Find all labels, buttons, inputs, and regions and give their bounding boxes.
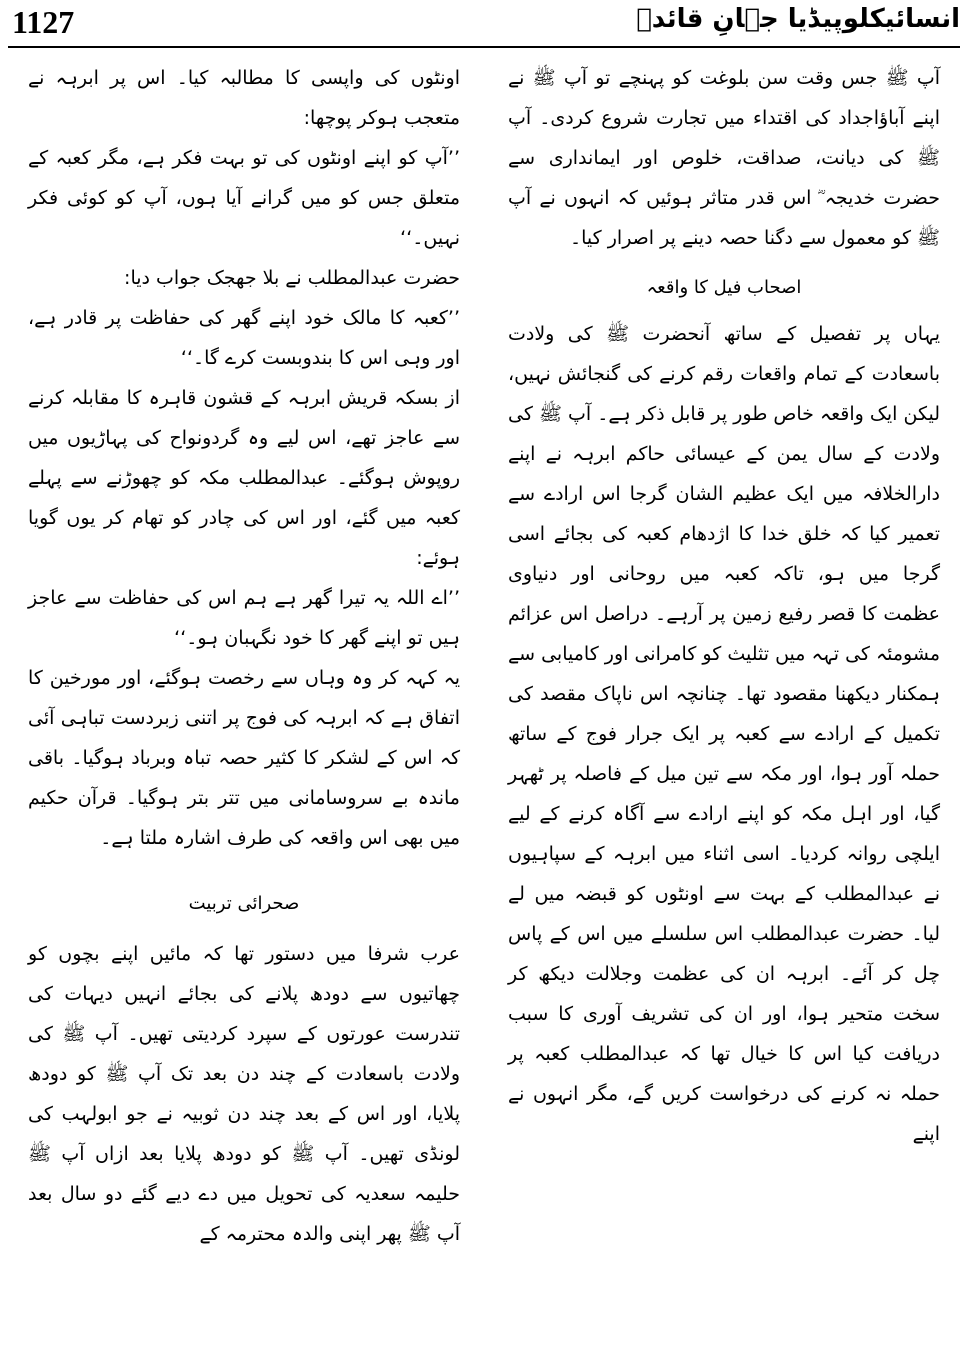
left-column (28, 58, 460, 1254)
header-rule (8, 46, 960, 48)
quote: ’’آپ کو اپنے اونٹوں کی تو بہت فکر ہے، مگر کعبہ کے متعلق جس کو میں گرانے آیا ہوں، آپ کو کوئی فکر نہیں۔‘‘ (28, 147, 460, 249)
paragraph: از بسکہ قریش ابرہہ کے قشون قاہرہ کا مقابلہ کرنے سے عاجز تھے، اس لیے وہ گردونواح کی پہاڑیوں میں روپوش ہوگئے۔ عبدالمطلب مکہ کو چھوڑنے سے پہلے کعبہ میں گئے، اور اس کی چادر کو تھام کر یوں گویا ہوئے: (28, 387, 460, 569)
book-title: انسائیکلوپیڈیا جہانِ قائدؒ (636, 4, 960, 34)
right-column (508, 58, 940, 1154)
page-number: 1127 (12, 4, 75, 40)
quote: ’’کعبہ کا مالک خود اپنے گھر کی حفاظت پر قادر ہے، اور وہی اس کا بندوبست کرے گا۔‘‘ (28, 307, 460, 369)
paragraph: اونٹوں کی واپسی کا مطالبہ کیا۔ اس پر ابرہہ نے متعجب ہوکر پوچھا: (28, 67, 460, 129)
paragraph: یہ کہہ کر وہ وہاں سے رخصت ہوگئے، اور مورخین کا اتفاق ہے کہ ابرہہ کی فوج پر اتنی زبردست تباہی آئی کہ اس کے لشکر کا کثیر حصہ تباہ وبرباد ہوگیا۔ باقی ماندہ بے سروسامانی میں تتر بتر ہوگیا۔ قرآن حکیم میں بھی اس واقعہ کی طرف اشارہ ملتا ہے۔ (28, 667, 460, 849)
section-heading: صحرائی تربیت (188, 893, 300, 914)
section-heading: اصحاب فیل کا واقعہ (646, 277, 802, 298)
quote: ’’اے اللہ یہ تیرا گھر ہے ہم اس کی حفاظت سے عاجز ہیں تو اپنے گھر کا خود نگہبان ہو۔‘‘ (28, 587, 460, 649)
page-header (8, 0, 960, 46)
paragraph: آپ ﷺ جس وقت سن بلوغت کو پہنچے تو آپ ﷺ نے اپنے آباؤاجداد کی اقتداء میں تجارت شروع کردی۔ آپ ﷺ کی دیانت، صداقت، خلوص اور ایمانداری سے حضرت خدیجہ ؓ اس قدر متاثر ہوئیں کہ انہوں نے آپ ﷺ کو معمول سے دگنا حصہ دینے پر اصرار کیا۔ (508, 67, 940, 249)
paragraph: یہاں پر تفصیل کے ساتھ آنحضرت ﷺ کی ولادت باسعادت کے تمام واقعات رقم کرنے کی گنجائش نہیں، لیکن ایک واقعہ خاص طور پر قابل ذکر ہے۔ آپ ﷺ کی ولادت کے سال یمن کے عیسائی حاکم ابرہہ نے اپنے دارالخلافہ میں ایک عظیم الشان گرجا اس ارادے سے تعمیر کیا کہ خلق خدا کا اژدھام کعبہ کی بجائے اسی گرجا میں ہو، تاکہ کعبہ میں روحانی اور دنیاوی عظمت کا قصر رفیع زمین پر آرہے۔ دراصل اس عزائم مشومئہ کی تہہ میں تثلیث کو کامرانی اور کامیابی سے ہمکنار دیکھنا مقصود تھا۔ چنانچہ اس ناپاک مقصد کی تکمیل کے ارادے سے کعبہ پر ایک جرار فوج کے ساتھ حملہ آور ہوا، اور مکہ سے تین میل کے فاصلہ پر ٹھہر گیا، اور اہل مکہ کو اپنے ارادے سے آگاہ کرنے کے لیے ایلچی روانہ کردیا۔ اسی اثناء میں ابرہہ کے سپاہیوں نے عبدالمطلب کے بہت سے اونٹوں کو قبضہ میں لے لیا۔ حضرت عبدالمطلب اس سلسلے میں اس کے پاس چل کر آئے۔ ابرہہ ان کی عظمت وجلالت دیکھ کر سخت متحیر ہوا، اور ان کی تشریف آوری کا سبب دریافت کیا اس کا خیال تھا کہ عبدالمطلب کعبہ پر حملہ نہ کرنے کی درخواست کریں گے، مگر انہوں نے اپنے (508, 323, 940, 1145)
paragraph: حضرت عبدالمطلب نے بلا جھجک جواب دیا: (124, 267, 460, 289)
paragraph: عرب شرفا میں دستور تھا کہ مائیں اپنے بچوں کو چھاتیوں سے دودھ پلانے کی بجائے انہیں دیہات کی تندرست عورتوں کے سپرد کردیتی تھیں۔ آپ ﷺ کی ولادت باسعادت کے چند دن بعد تک آپ ﷺ کو دودھ پلایا، اور اس کے بعد چند دن ثوبیہ نے جو ابولہب کی لونڈی تھیں۔ آپ ﷺ کو دودھ پلایا بعد ازاں آپ ﷺ حلیمہ سعدیہ کی تحویل میں دے دیے گئے دو سال بعد آپ ﷺ پھر اپنی والدہ محترمہ کے (28, 943, 460, 1245)
